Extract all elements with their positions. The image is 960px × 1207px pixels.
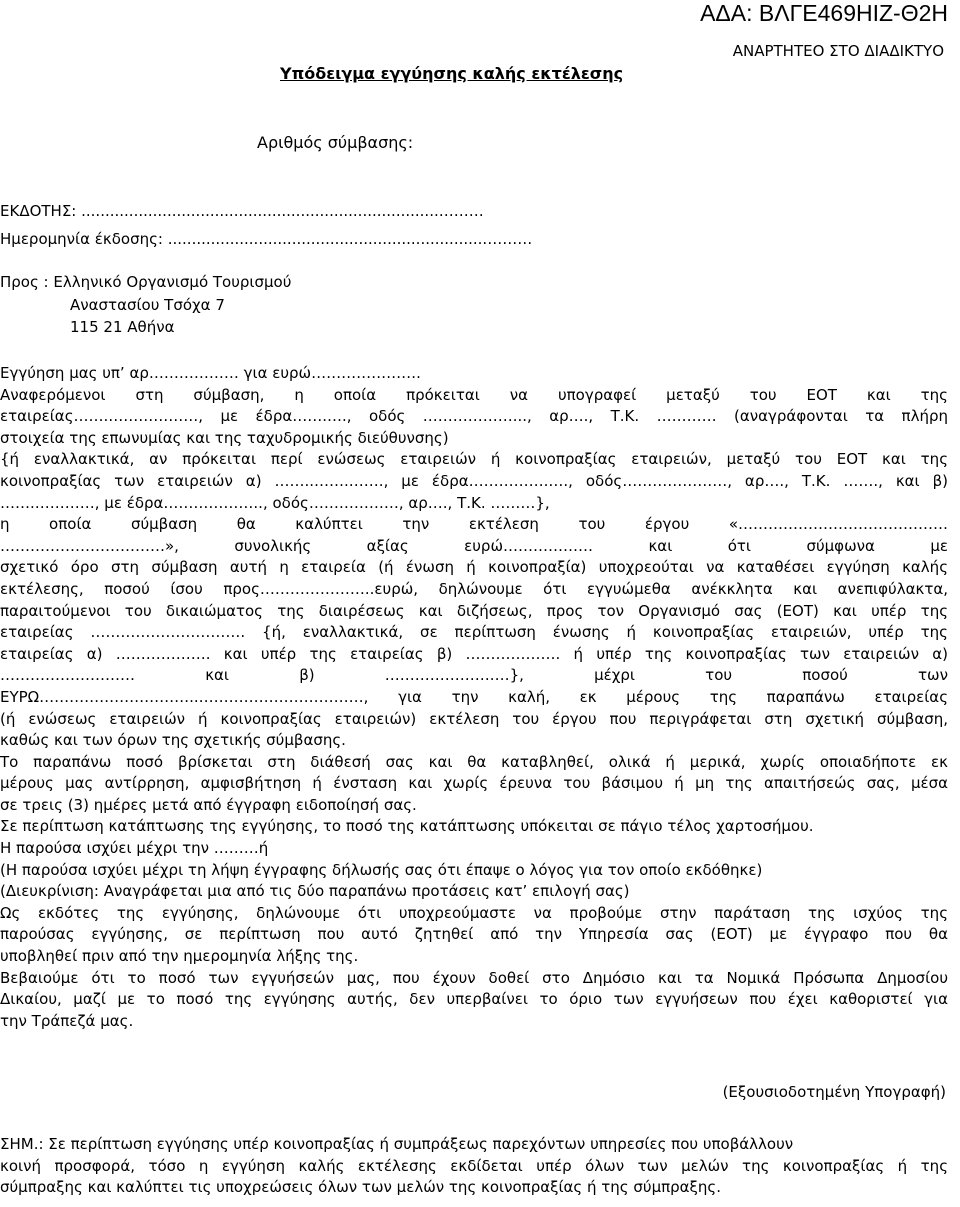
ada-code: ΑΔΑ: ΒΛΓΕ469ΗΙΖ-Θ2Η (700, 0, 948, 26)
note-line: σύμπραξης και καλύπτει τις υποχρεώσεις όλων των μελών της κοινοπραξίας ή της σύμπραξης. (0, 1178, 721, 1197)
issuer-line: ΕΚΔΟΤΗΣ: ...........................................................................……… (0, 202, 484, 220)
body-line: Η παρούσα ισχύει μέχρι την ………ή (0, 839, 269, 858)
publish-notice: ΑΝΑΡΤΗΤΕΟ ΣΤΟ ΔΙΑΔΙΚΤΥΟ (732, 42, 944, 60)
body-line: η οποία σύμβαση θα καλύπτει την εκτέλεση του έργου «…………………………………… (0, 515, 948, 534)
page-title: Υπόδειγμα εγγύησης καλής εκτέλεσης (280, 64, 624, 83)
body-line: μέρους μας αντίρρηση, αμφισβήτηση ή ένσταση και χωρίς έρευνα του βάσιμου ή μη της απαιτήσεώς σας, μέσα (0, 774, 948, 793)
body-line: (Η παρούσα ισχύει μέχρι τη λήψη έγγραφης δήλωσής σας ότι έπαψε ο λόγος για τον οποίο εκδόθηκε) (0, 860, 763, 879)
body-line: ΕΥΡΩ…………………………..……………………………, για την καλή, εκ μέρους της παραπάνω εταιρείας (0, 687, 948, 706)
body-line: εκτέλεσης, ποσού ίσου προς…………………..ευρώ, δηλώνουμε ότι εγγυώμεθα ανέκκλητα και ανεπιφύλακτα, (0, 579, 948, 598)
note-line: ΣΗΜ.: Σε περίπτωση εγγύησης υπέρ κοινοπραξίας ή συμπράξεως παρεχόντων υπηρεσίες που υποβάλλουν (0, 1135, 794, 1153)
body-line: Αναφερόμενοι στη σύμβαση, η οποία πρόκειται να υπογραφεί μεταξύ του ΕΟΤ και της (0, 385, 948, 404)
body-line: …….…………, με έδρα……………….., οδός………………, αρ…., Τ.Κ. ………}, (0, 493, 550, 512)
issue-date-line: Ημερομηνία έκδοσης: ...................................................................……… (0, 230, 533, 248)
addressee-line-1: Προς : Ελληνικό Οργανισμό Τουρισμού (0, 273, 292, 291)
authorized-signature-label: (Εξουσιοδοτημένη Υπογραφή) (722, 1083, 946, 1101)
body-line: στοιχεία της επωνυμίας και της ταχυδρομικής διεύθυνσης) (0, 428, 449, 447)
body-line: σε τρεις (3) ημέρες μετά από έγγραφη ειδοποίησή σας. (0, 795, 417, 814)
contract-number-label: Αριθμός σύμβασης: (257, 133, 414, 152)
body-line: την Τράπεζά μας. (0, 1011, 134, 1030)
body-line: Δικαίου, μαζί με το ποσό της εγγύησης αυτής, δεν υπερβαίνει το όριο των εγγυήσεων που έχει καθοριστεί για (0, 990, 948, 1009)
body-line: Εγγύηση μας υπ’ αρ……………… για ευρώ…………………. (0, 364, 421, 382)
body-line: εταιρείας …………………………. {ή, εναλλακτικά, σε περίπτωση ένωσης ή κοινοπραξίας εταιρειών, υπέρ της (0, 623, 948, 642)
body-line: Σε περίπτωση κατάπτωσης της εγγύησης, το ποσό της κατάπτωσης υπόκειται σε πάγιο τέλος χαρτοσήμου. (0, 817, 814, 836)
note-section (0, 1134, 948, 1199)
addressee-line-3: 115 21 Αθήνα (70, 318, 175, 336)
guarantee-body (0, 363, 948, 1032)
body-line: σχετικό όρο στη σύμβαση αυτή η εταιρεία (ή ένωση ή κοινοπραξία) υποχρεούται να καταθέσει εγγύηση καλής (0, 558, 948, 577)
body-line: ……………………… και β) ………………….…}, μέχρι του ποσού των (0, 666, 948, 685)
body-line: εταιρείας α) ………………. και υπέρ της εταιρείας β) ………………. ή υπέρ της κοινοπραξίας των εταιρειών α) (0, 644, 948, 663)
body-line: καθώς και των όρων της σχετικής σύμβασης. (0, 731, 346, 750)
body-line: (Διευκρίνιση: Αναγράφεται μια από τις δύο παραπάνω προτάσεις κατ’ επιλογή σας) (0, 882, 630, 901)
body-line: υποβληθεί πριν από την ημερομηνία λήξης της. (0, 947, 359, 966)
body-line: παρούσας εγγύησης, σε περίπτωση που αυτό ζητηθεί από την Υπηρεσία σας (ΕΟΤ) με έγγραφο που θα (0, 925, 948, 944)
body-line: Ως εκδότες της εγγύησης, δηλώνουμε ότι υποχρεούμαστε να προβούμε στην παράταση της ισχύος της (0, 903, 948, 922)
body-line: παραιτούμενοι του δικαιώματος της διαιρέσεως και διζήσεως, προς τον Οργανισμό σας (ΕΟΤ) και υπέρ της (0, 601, 948, 620)
body-line: Βεβαιούμε ότι το ποσό των εγγυήσεών μας, που έχουν δοθεί στο Δημόσιο και τα Νομικά Πρόσωπα Δημοσίου (0, 968, 948, 987)
body-line: ……………………………», συνολικής αξίας ευρώ……………… και ότι σύμφωνα με (0, 536, 948, 555)
body-line: (ή ενώσεως εταιρειών ή κοινοπραξίας εταιρειών) εκτέλεση του έργου που περιγράφεται στη σχετική σύμβαση, (0, 709, 948, 728)
body-line: Το παραπάνω ποσό βρίσκεται στη διάθεσή σας και θα καταβληθεί, ολικά ή μερικά, χωρίς οποιαδήποτε εκ (0, 752, 948, 771)
body-line: κοινοπραξίας των εταιρειών α) ……..…….……., με έδρα…………….…., οδός…………………, αρ…., Τ.Κ. ……., και β) (0, 471, 948, 490)
addressee-line-2: Αναστασίου Τσόχα 7 (70, 296, 225, 314)
body-line: εταιρείας…….………………, με έδρα…….…., οδός ………………..., αρ…., Τ.Κ. ………… (αναγράφονται τα πλήρη (0, 407, 948, 426)
note-line: κοινή προσφορά, τόσο η εγγύηση καλής εκτέλεσης εκδίδεται υπέρ όλων των μελών της κοινοπραξίας ή της (0, 1156, 948, 1175)
body-line: {ή εναλλακτικά, αν πρόκειται περί ενώσεως εταιρειών ή κοινοπραξίας εταιρειών, μεταξύ του ΕΟΤ και της (0, 450, 948, 469)
